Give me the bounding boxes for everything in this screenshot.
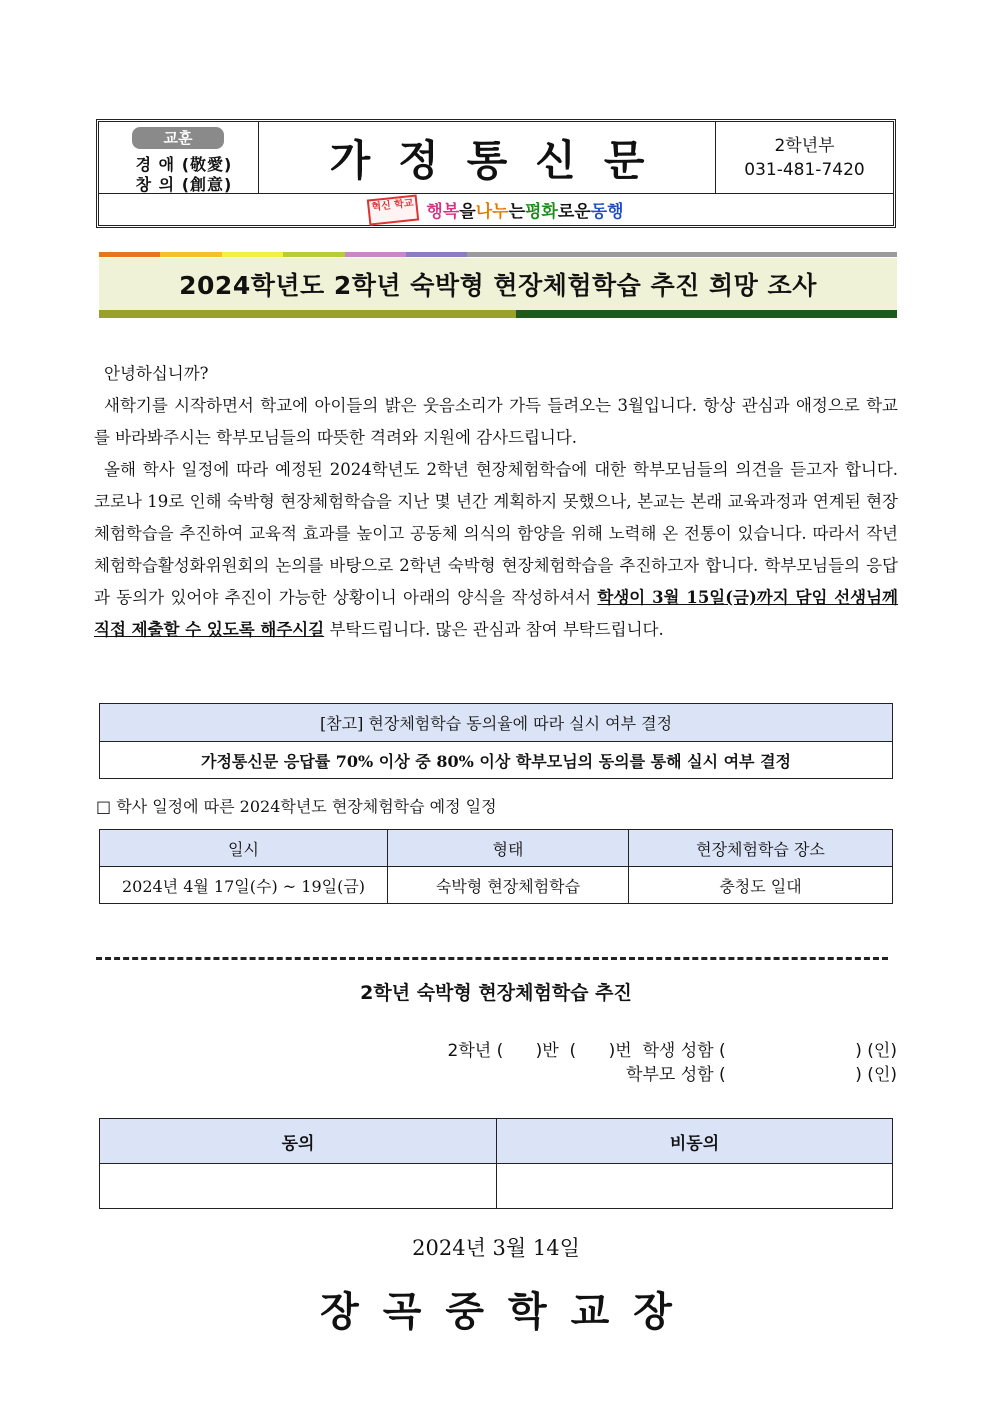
newsletter-header [96, 119, 896, 228]
slogan-word-happiness: 행복 [426, 202, 460, 222]
schedule-col-place: 현장체험학습 장소 [629, 830, 893, 867]
reply-slip-title: 2학년 숙박형 현장체험학습 추진 [360, 982, 632, 1004]
paragraph-2-end: 부탁드립니다. 많은 관심과 참여 부탁드립니다. [324, 620, 664, 639]
school-slogan [99, 194, 893, 225]
slogan-particle: 을 [459, 202, 476, 222]
motto-badge: 교훈 [132, 127, 224, 149]
title-cell [259, 122, 716, 193]
bar-segment [516, 310, 897, 318]
decorative-color-bar [99, 252, 897, 257]
bar-segment [774, 252, 835, 257]
consent-table [99, 1118, 893, 1209]
department-info [716, 122, 893, 193]
decorative-bottom-bar [99, 310, 897, 318]
submission-deadline: 학생이 3월 15일(금)까지 담임 선생님께 직접 제출할 수 있도록 해주시길 [94, 588, 898, 639]
bar-segment [406, 252, 467, 257]
motto-line-1: 경 애 (敬愛) [135, 155, 233, 174]
bar-segment [467, 252, 528, 257]
bar-segment [99, 310, 516, 318]
agree-checkbox-cell[interactable] [100, 1164, 497, 1209]
disagree-header: 비동의 [497, 1119, 893, 1164]
schedule-col-date: 일시 [100, 830, 388, 867]
innovation-school-stamp: 혁신 학교 [367, 194, 419, 225]
motto-line-2: 창 의 (創意) [135, 175, 233, 194]
school-motto [99, 122, 259, 193]
bar-segment [529, 252, 590, 257]
paragraph-1: 새학기를 시작하면서 학교에 아이들의 밝은 웃음소리가 가득 들려오는 3월입니다. 항상 관심과 애정으로 학교를 바라봐주시는 학부모님들의 따뜻한 격려와 지원에 감사드립니다. [94, 396, 898, 447]
disagree-checkbox-cell[interactable] [497, 1164, 893, 1209]
agree-header: 동의 [100, 1119, 497, 1164]
slogan-word-peace: 평화 [525, 202, 558, 222]
parent-info-line[interactable]: 학부모 성함 ( ) (인) [626, 1065, 897, 1085]
schedule-date: 2024년 4월 17일(수) ~ 19일(금) [100, 867, 388, 904]
paragraph-2-text: 올해 학사 일정에 따라 예정된 2024학년도 2학년 현장체험학습에 대한 학부모님들의 의견을 듣고자 합니다. 코로나 19로 인해 숙박형 현장체험학습을 지난 몇 년간 계획하지 못했으나, 본교는 본래 교육과정과 연계된 현장체험학습을 추진하여 교육적 효과를 높이고 공동체 의식의 함양을 위해 노력해 온 전통이 있습니다. 따라서 작년 체험학습활성화위원회의 논의를 바탕으로 2학년 숙박형 현장체험학습을 추진하고자 합니다. 학부모님들의 응답과 동의가 있어야 추진이 가능한 상황이니 아래의 양식을 작성하셔서 [94, 460, 898, 607]
slogan-word-together: 동행 [590, 202, 624, 222]
bar-segment [713, 252, 774, 257]
schedule-type: 숙박형 현장체험학습 [388, 867, 629, 904]
principal-signature: 장곡중학교장 [320, 1289, 696, 1335]
newsletter-title: 가정통신문 [329, 135, 673, 185]
paragraph-2 [94, 454, 898, 646]
note-table [99, 703, 893, 779]
bar-segment [99, 252, 160, 257]
bar-segment [222, 252, 283, 257]
issue-date: 2024년 3월 14일 [412, 1236, 580, 1260]
slogan-particle: 로운 [557, 202, 591, 222]
bar-segment [345, 252, 406, 257]
schedule-table [99, 829, 893, 904]
letter-body [94, 358, 898, 646]
note-header: [참고] 현장체험학습 동의율에 따라 실시 여부 결정 [100, 704, 893, 742]
slogan-particle: 는 [508, 202, 525, 222]
cut-line [96, 957, 888, 960]
header-top-row [99, 122, 893, 194]
greeting: 안녕하십니까? [104, 364, 209, 383]
department-name: 2학년부 [774, 135, 835, 156]
student-info-line[interactable]: 2학년 ( )반 ( )번 학생 성함 ( ) (인) [447, 1041, 897, 1061]
schedule-col-type: 형태 [388, 830, 629, 867]
schedule-place: 충청도 일대 [629, 867, 893, 904]
bar-segment [590, 252, 651, 257]
schedule-label: □ 학사 일정에 따른 2024학년도 현장체험학습 예정 일정 [96, 797, 497, 816]
note-body: 가정통신문 응답률 70% 이상 중 80% 이상 학부모님의 동의를 통해 실시 여부 결정 [100, 742, 893, 779]
bar-segment [836, 252, 897, 257]
bar-segment [283, 252, 344, 257]
department-phone: 031-481-7420 [744, 159, 865, 180]
bar-segment [652, 252, 713, 257]
banner-title: 2024학년도 2학년 숙박형 현장체험학습 추진 희망 조사 [99, 258, 897, 310]
slogan-word-share: 나누 [475, 202, 509, 222]
bar-segment [160, 252, 221, 257]
